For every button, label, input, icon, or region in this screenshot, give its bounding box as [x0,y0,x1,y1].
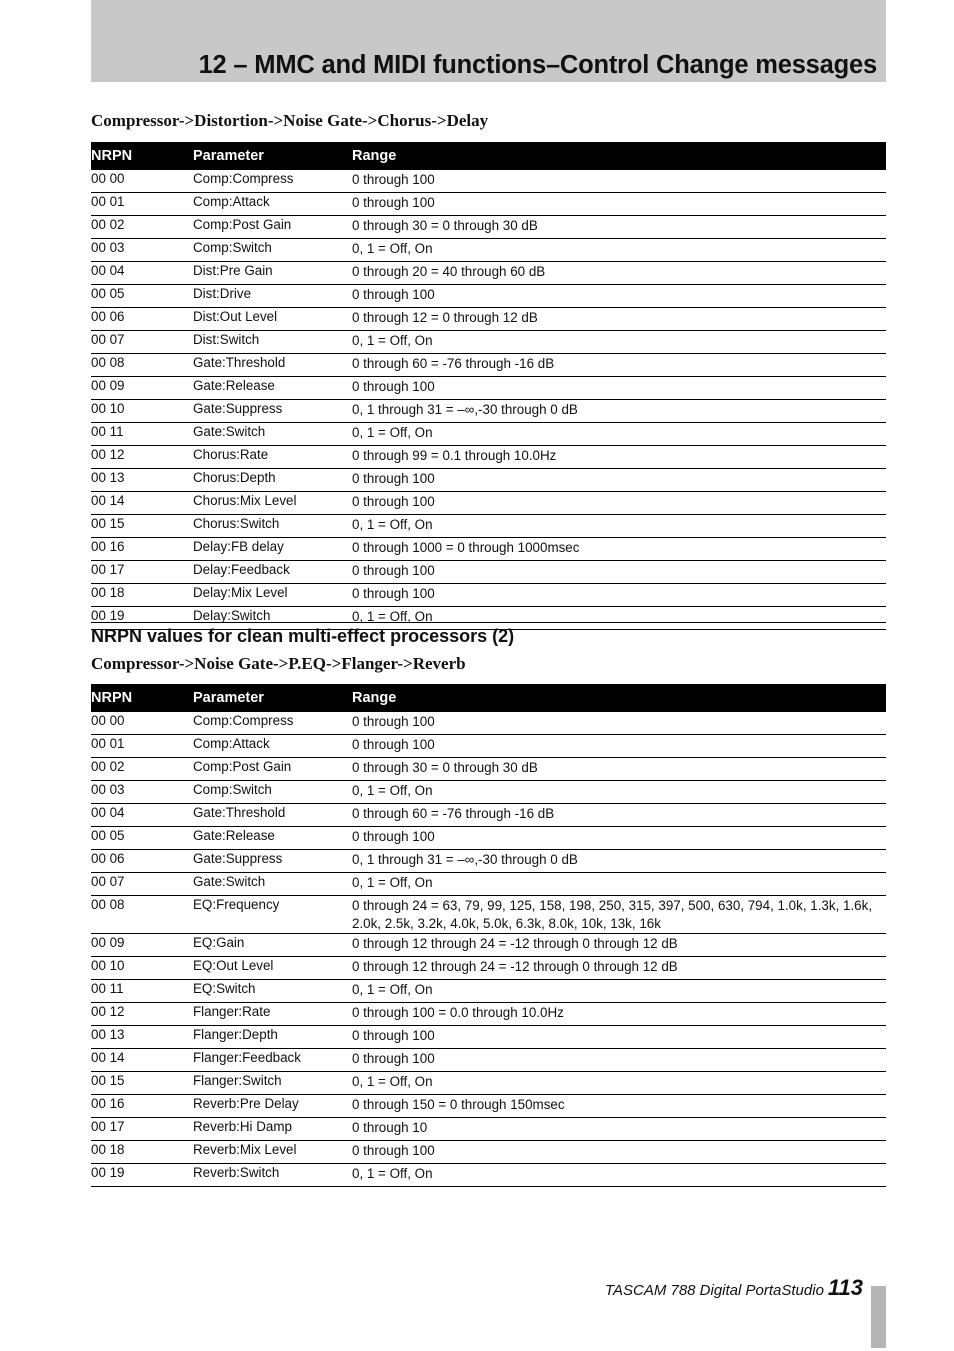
range-cell: 0 through 100 [352,561,886,584]
table-row [91,469,886,492]
page-number: 113 [827,1275,863,1300]
nrpn-cell: 00 13 [91,469,193,492]
parameter-cell: Comp:Compress [193,170,352,193]
nrpn-cell: 00 17 [91,1118,193,1141]
table-row [91,584,886,607]
table-row [91,239,886,262]
table-row [91,1164,886,1187]
parameter-cell: Flanger:Switch [193,1072,352,1095]
range-cell: 0 through 100 [352,827,886,850]
range-cell: 0, 1 = Off, On [352,781,886,804]
nrpn-cell: 00 01 [91,193,193,216]
nrpn-cell: 00 15 [91,1072,193,1095]
table-header-row [91,142,886,170]
parameter-cell: Gate:Suppress [193,850,352,873]
range-cell: 0 through 12 through 24 = -12 through 0 through 12 dB [352,934,886,957]
table-row [91,354,886,377]
range-cell: 0 through 20 = 40 through 60 dB [352,262,886,285]
table-row [91,193,886,216]
table-row [91,1049,886,1072]
range-cell: 0 through 10 [352,1118,886,1141]
parameter-cell: Chorus:Depth [193,469,352,492]
nrpn-table-2 [91,684,886,1187]
range-cell: 0, 1 = Off, On [352,1072,886,1095]
nrpn-cell: 00 13 [91,1026,193,1049]
page-edge-tab [871,1286,886,1348]
parameter-cell: EQ:Switch [193,980,352,1003]
range-cell: 0, 1 = Off, On [352,1164,886,1187]
nrpn-cell: 00 07 [91,331,193,354]
range-cell: 0, 1 = Off, On [352,239,886,262]
nrpn-cell: 00 02 [91,216,193,239]
parameter-cell: Comp:Switch [193,239,352,262]
nrpn-cell: 00 07 [91,873,193,896]
section-heading: NRPN values for clean multi-effect processors (2) [91,626,515,646]
parameter-cell: Dist:Pre Gain [193,262,352,285]
range-cell: 0 through 100 [352,1049,886,1072]
table-row [91,331,886,354]
range-cell: 0, 1 = Off, On [352,607,886,630]
table-row [91,804,886,827]
nrpn-cell: 00 12 [91,1003,193,1026]
table-row [91,1118,886,1141]
range-cell: 0 through 99 = 0.1 through 10.0Hz [352,446,886,469]
range-cell: 0 through 1000 = 0 through 1000msec [352,538,886,561]
parameter-cell: Comp:Switch [193,781,352,804]
parameter-cell: EQ:Out Level [193,957,352,980]
nrpn-cell: 00 11 [91,423,193,446]
range-cell: 0 through 30 = 0 through 30 dB [352,216,886,239]
range-cell: 0 through 100 [352,492,886,515]
parameter-cell: Comp:Post Gain [193,758,352,781]
nrpn-cell: 00 14 [91,1049,193,1072]
range-cell: 0 through 60 = -76 through -16 dB [352,354,886,377]
table-row [91,1003,886,1026]
parameter-cell: Comp:Attack [193,735,352,758]
nrpn-cell: 00 10 [91,957,193,980]
nrpn-cell: 00 15 [91,515,193,538]
range-cell: 0, 1 = Off, On [352,980,886,1003]
nrpn-cell: 00 05 [91,827,193,850]
section-divider [91,622,886,623]
nrpn-cell: 00 19 [91,1164,193,1187]
table-row [91,980,886,1003]
parameter-cell: Gate:Release [193,377,352,400]
parameter-cell: Flanger:Feedback [193,1049,352,1072]
range-cell: 0 through 100 [352,377,886,400]
table-row [91,285,886,308]
nrpn-cell: 00 18 [91,584,193,607]
table-row [91,957,886,980]
parameter-cell: Flanger:Rate [193,1003,352,1026]
table-row [91,712,886,735]
table-row [91,850,886,873]
column-header-nrpn: NRPN [91,684,193,712]
table-row [91,827,886,850]
range-cell: 0 through 100 [352,712,886,735]
table-row [91,1095,886,1118]
range-cell: 0, 1 = Off, On [352,423,886,446]
effect-chain-title: Compressor->Distortion->Noise Gate->Chorus->Delay [91,111,489,130]
table-row [91,1026,886,1049]
range-cell: 0 through 24 = 63, 79, 99, 125, 158, 198, 250, 315, 397, 500, 630, 794, 1.0k, 1.3k, 1.6k, 2.0k, 2.5k, 3.2k, 4.0k, 5.0k, 6.3k, 8.0k, 10k, 13k, 16k [352,896,886,934]
nrpn-cell: 00 14 [91,492,193,515]
table-row [91,446,886,469]
nrpn-cell: 00 04 [91,262,193,285]
parameter-cell: Comp:Attack [193,193,352,216]
parameter-cell: Delay:Switch [193,607,352,630]
table-row [91,735,886,758]
nrpn-cell: 00 16 [91,1095,193,1118]
range-cell: 0 through 150 = 0 through 150msec [352,1095,886,1118]
range-cell: 0 through 100 [352,469,886,492]
parameter-cell: Delay:Mix Level [193,584,352,607]
table-row [91,758,886,781]
nrpn-cell: 00 02 [91,758,193,781]
range-cell: 0 through 30 = 0 through 30 dB [352,758,886,781]
range-cell: 0, 1 = Off, On [352,873,886,896]
range-cell: 0 through 100 [352,193,886,216]
nrpn-cell: 00 19 [91,607,193,630]
parameter-cell: Dist:Drive [193,285,352,308]
range-cell: 0, 1 through 31 = –∞,-30 through 0 dB [352,850,886,873]
parameter-cell: Chorus:Rate [193,446,352,469]
column-header-range: Range [352,684,886,712]
parameter-cell: Gate:Threshold [193,354,352,377]
parameter-cell: EQ:Frequency [193,896,352,934]
nrpn-cell: 00 06 [91,850,193,873]
nrpn-cell: 00 03 [91,781,193,804]
parameter-cell: Chorus:Switch [193,515,352,538]
chapter-header-band [91,0,886,82]
range-cell: 0 through 100 [352,584,886,607]
table-row [91,873,886,896]
parameter-cell: EQ:Gain [193,934,352,957]
nrpn-cell: 00 10 [91,400,193,423]
column-header-parameter: Parameter [193,142,352,170]
table-row [91,1072,886,1095]
range-cell: 0 through 60 = -76 through -16 dB [352,804,886,827]
parameter-cell: Reverb:Hi Damp [193,1118,352,1141]
page-footer [605,1275,863,1301]
nrpn-cell: 00 01 [91,735,193,758]
section-1 [91,110,886,630]
nrpn-cell: 00 03 [91,239,193,262]
table-row [91,308,886,331]
parameter-cell: Flanger:Depth [193,1026,352,1049]
parameter-cell: Gate:Switch [193,423,352,446]
nrpn-cell: 00 18 [91,1141,193,1164]
table-row [91,400,886,423]
nrpn-cell: 00 12 [91,446,193,469]
table-row [91,492,886,515]
range-cell: 0 through 100 [352,170,886,193]
nrpn-cell: 00 00 [91,170,193,193]
nrpn-cell: 00 09 [91,377,193,400]
parameter-cell: Comp:Compress [193,712,352,735]
range-cell: 0, 1 = Off, On [352,515,886,538]
range-cell: 0 through 100 [352,1026,886,1049]
column-header-range: Range [352,142,886,170]
section-2 [91,626,886,1187]
range-cell: 0, 1 through 31 = –∞,-30 through 0 dB [352,400,886,423]
column-header-nrpn: NRPN [91,142,193,170]
parameter-cell: Gate:Switch [193,873,352,896]
range-cell: 0 through 100 = 0.0 through 10.0Hz [352,1003,886,1026]
table-row [91,423,886,446]
table-row [91,170,886,193]
parameter-cell: Reverb:Mix Level [193,1141,352,1164]
nrpn-cell: 00 08 [91,896,193,934]
parameter-cell: Delay:Feedback [193,561,352,584]
nrpn-cell: 00 04 [91,804,193,827]
table-row [91,377,886,400]
parameter-cell: Gate:Release [193,827,352,850]
table-row [91,781,886,804]
effect-chain-title: Compressor->Noise Gate->P.EQ->Flanger->Reverb [91,654,466,673]
range-cell: 0 through 12 = 0 through 12 dB [352,308,886,331]
column-header-parameter: Parameter [193,684,352,712]
parameter-cell: Comp:Post Gain [193,216,352,239]
table-row [91,216,886,239]
parameter-cell: Dist:Switch [193,331,352,354]
page-title: 12 – MMC and MIDI functions–Control Change messages [198,51,877,79]
parameter-cell: Delay:FB delay [193,538,352,561]
nrpn-cell: 00 05 [91,285,193,308]
range-cell: 0 through 100 [352,285,886,308]
nrpn-cell: 00 00 [91,712,193,735]
parameter-cell: Gate:Threshold [193,804,352,827]
footer-product-name: TASCAM 788 Digital PortaStudio [604,1282,824,1299]
nrpn-table-1 [91,142,886,630]
parameter-cell: Chorus:Mix Level [193,492,352,515]
table-row [91,934,886,957]
table-row [91,538,886,561]
nrpn-cell: 00 16 [91,538,193,561]
range-cell: 0 through 12 through 24 = -12 through 0 through 12 dB [352,957,886,980]
parameter-cell: Gate:Suppress [193,400,352,423]
nrpn-cell: 00 11 [91,980,193,1003]
nrpn-cell: 00 09 [91,934,193,957]
range-cell: 0 through 100 [352,1141,886,1164]
parameter-cell: Reverb:Pre Delay [193,1095,352,1118]
table-row [91,1141,886,1164]
table-row [91,515,886,538]
table-header-row [91,684,886,712]
table-row [91,561,886,584]
table-row [91,262,886,285]
nrpn-cell: 00 08 [91,354,193,377]
range-cell: 0 through 100 [352,735,886,758]
parameter-cell: Dist:Out Level [193,308,352,331]
nrpn-cell: 00 06 [91,308,193,331]
nrpn-cell: 00 17 [91,561,193,584]
range-cell: 0, 1 = Off, On [352,331,886,354]
table-row [91,896,886,934]
parameter-cell: Reverb:Switch [193,1164,352,1187]
